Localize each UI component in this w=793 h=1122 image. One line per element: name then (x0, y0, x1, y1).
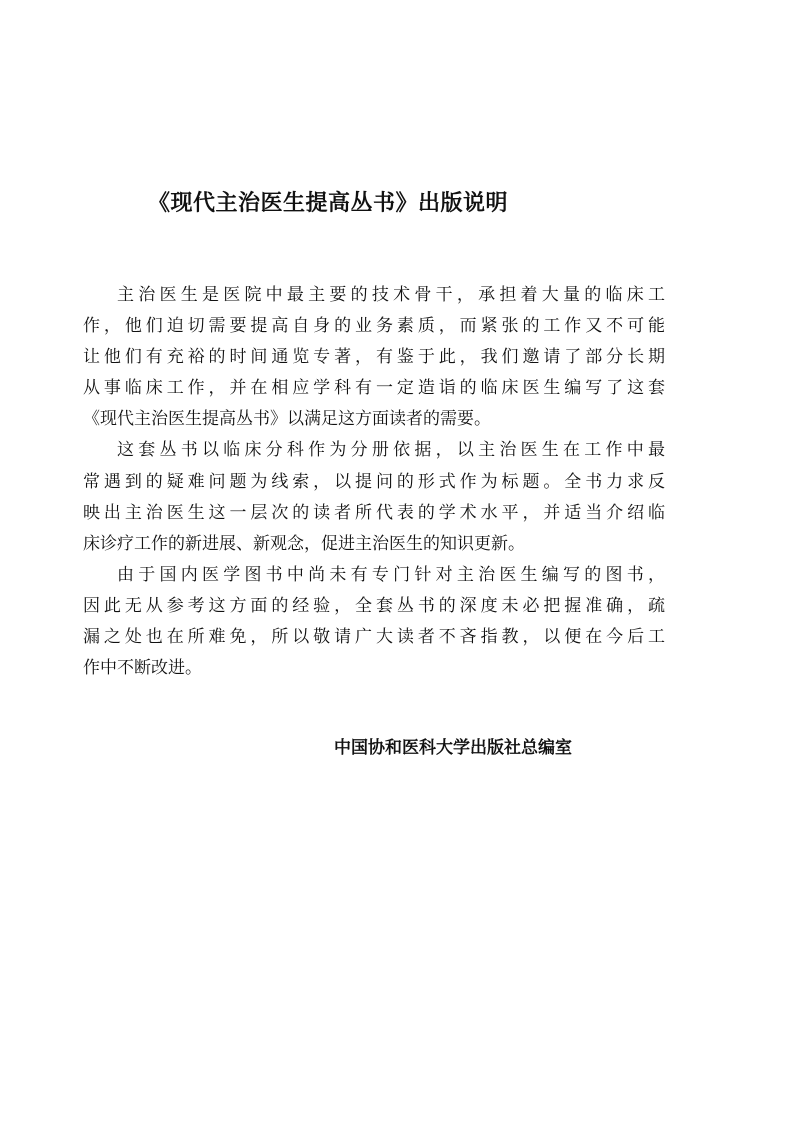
document-title: 《现代主治医生提高丛书》出版说明 (148, 191, 509, 216)
paragraph-line: 作中不断改进。 (83, 658, 202, 679)
paragraph-line: 因此无从参考这方面的经验，全套丛书的深度未必把握准确，疏 (83, 595, 665, 616)
publisher-signature: 中国协和医科大学出版社总编室 (334, 738, 572, 758)
paragraph-line: 漏之处也在所难免，所以敬请广大读者不吝指教，以便在今后工 (83, 627, 665, 648)
paragraph-line: 这套丛书以临床分科作为分册依据，以主治医生在工作中最 (117, 440, 665, 461)
paragraph-3 (83, 560, 665, 684)
paragraph-line: 作，他们迫切需要提高自身的业务素质，而紧张的工作又不可能 (83, 316, 665, 337)
paragraph-line: 《现代主治医生提高丛书》以满足这方面读者的需要。 (83, 409, 491, 430)
paragraph-line: 由于国内医学图书中尚未有专门针对主治医生编写的图书， (117, 564, 665, 585)
paragraph-line: 床诊疗工作的新进展、新观念，促进主治医生的知识更新。 (83, 533, 525, 554)
paragraph-line: 让他们有充裕的时间通览专著，有鉴于此，我们邀请了部分长期 (83, 347, 665, 368)
paragraph-1 (83, 280, 665, 435)
paragraph-line: 从事临床工作，并在相应学科有一定造诣的临床医生编写了这套 (83, 378, 665, 399)
paragraph-line: 映出主治医生这一层次的读者所代表的学术水平，并适当介绍临 (83, 502, 665, 523)
document-body (83, 280, 665, 684)
paragraph-line: 常遇到的疑难问题为线索，以提问的形式作为标题。全书力求反 (83, 471, 665, 492)
paragraph-2 (83, 435, 665, 559)
paragraph-line: 主治医生是医院中最主要的技术骨干，承担着大量的临床工 (117, 285, 665, 305)
